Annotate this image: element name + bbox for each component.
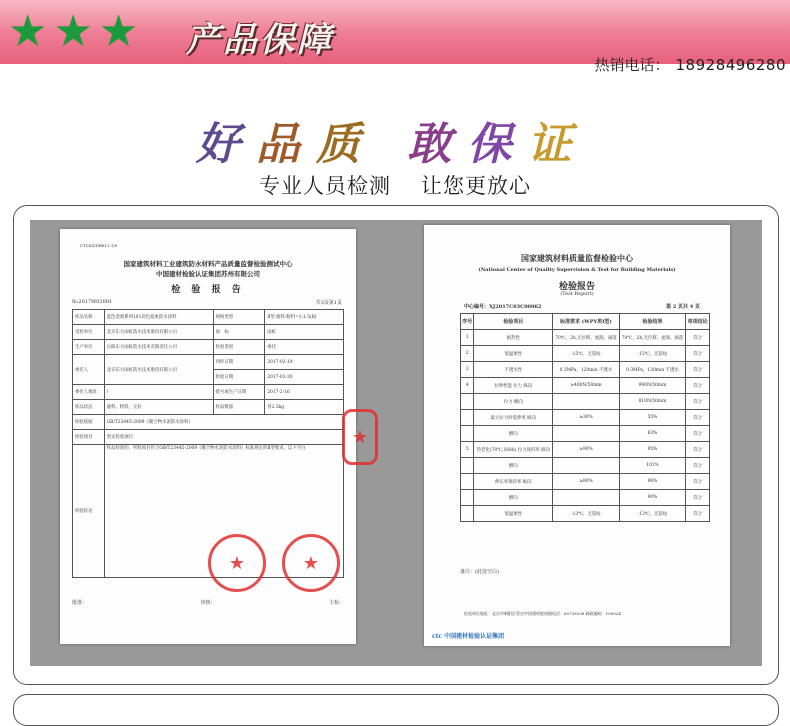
cell — [553, 394, 620, 410]
cell: 检验类别 — [213, 340, 265, 355]
doc-page: 第 2 页共 4 页 — [666, 304, 700, 310]
cell: 低温柔性 — [474, 506, 553, 522]
hotline-label: 热销电话： — [594, 56, 670, 74]
cell: 810N/50mm — [619, 394, 686, 410]
doc-org: 国家建筑材料质量监督检验中心 — [521, 253, 633, 263]
cell: 符合 — [686, 362, 710, 378]
cell — [553, 458, 620, 474]
doc-title: 检验报告 — [558, 282, 595, 292]
table-row — [73, 385, 344, 400]
cell: 符合 — [686, 490, 710, 506]
cell: 符合 — [686, 394, 710, 410]
cell: 热老化(70℃,168h) 拉力保持率 纵向 — [474, 442, 553, 458]
doc-org: 国家建筑材料工业建筑防水材料产品质量监督检验测试中心 — [123, 260, 293, 268]
cell: 横向 — [474, 490, 553, 506]
cell: 样品检验的，所检项目符合GB/T23445-2009《聚合物水泥防水涂料》标准规定的Ⅱ型要求，以下空白 — [104, 445, 343, 578]
cell — [461, 394, 474, 410]
seal-stamp: ★ — [282, 534, 340, 592]
table-row — [461, 490, 710, 506]
next-panel — [13, 694, 779, 726]
cell: 70℃，2h,无位移、流淌、滴落 — [553, 330, 620, 346]
subtitle — [0, 170, 790, 200]
doc-report-no: №:2017W02081 — [72, 299, 113, 305]
cell: 型式检验项目 — [104, 430, 343, 445]
doc-address: 检验单位地址：北京市朝阳区管庄中国建材院南楼电话：65728538 邮政编码：100024 — [464, 611, 621, 616]
results-table — [460, 313, 710, 522]
doc-title-en: (Test Report) — [560, 291, 594, 297]
slogan-char: 证 — [527, 119, 588, 170]
cell: ≥400N/50mm — [553, 378, 620, 394]
cell: 委托人 — [73, 355, 105, 385]
cell: 最大拉力时延伸率 纵向 — [474, 410, 553, 426]
doc-code: CTCSZ/DR812-1/0 — [80, 243, 118, 248]
table-row — [461, 410, 710, 426]
cell: 5 — [461, 442, 474, 458]
cell: 批号或生产日期 — [213, 385, 265, 400]
cell — [553, 426, 620, 442]
table-row — [461, 506, 710, 522]
star-icon: ★ — [53, 6, 93, 57]
cell: 符合 — [686, 410, 710, 426]
cell: 不透水性 — [474, 362, 553, 378]
doc-title: 检 验 报 告 — [171, 285, 245, 295]
cell — [461, 426, 474, 442]
cell: 70℃，2h,无位移、流淌、滴落 — [619, 330, 686, 346]
cell: 检验结论 — [73, 445, 105, 578]
cell — [461, 474, 474, 490]
cell: 0.3MPa，120min 不透水 — [619, 362, 686, 378]
signature-label: 主检： — [328, 600, 344, 606]
seal-stamp: ★ — [208, 534, 266, 592]
slogan-char: 好 — [196, 119, 256, 170]
cell: Ⅱ型 液料:粉料=1:1.5(B) — [265, 310, 344, 325]
cell: 北京东方雨虹防水技术股份有限公司 — [104, 355, 213, 385]
doc-org-en: (National Center of Quality Supervision & Test for Building Materials) — [478, 267, 676, 273]
table-row — [73, 325, 344, 340]
cell: 55% — [619, 410, 686, 426]
cell — [461, 506, 474, 522]
cell: ≥30% — [553, 410, 620, 426]
slogan-char: 敢 — [407, 119, 468, 170]
cell: 横向 — [474, 426, 553, 442]
cell: 95% — [619, 442, 686, 458]
column-header: 标准要求 (WPY类Ⅰ型) — [553, 314, 620, 330]
cell: 90% — [619, 490, 686, 506]
doc-remark: 备注：(此处空白) — [460, 569, 499, 575]
cell: 4 — [461, 378, 474, 394]
table-row — [461, 330, 710, 346]
table-row — [461, 426, 710, 442]
cell: 符合 — [686, 346, 710, 362]
cell — [461, 410, 474, 426]
cell: 蓝色金典系列101彩色超柔防水涂料 — [104, 310, 213, 325]
table-row — [73, 430, 344, 445]
cell: -13℃，无裂纹 — [619, 506, 686, 522]
cell: 符合 — [686, 378, 710, 394]
table-row — [461, 346, 710, 362]
cell — [461, 490, 474, 506]
cell: 2017-02-20 — [265, 370, 344, 385]
hotline-number[interactable]: 18928496280 — [675, 56, 786, 74]
star-icon: ★ — [98, 6, 139, 57]
cell: 0.3MPa，120min 不透水 — [553, 362, 620, 378]
cell: 符合 — [686, 330, 710, 346]
inspection-report-2[interactable] — [424, 225, 730, 646]
cell: 到样日期 — [213, 355, 265, 370]
section-title: 产品保障 — [186, 20, 334, 60]
table-header-row — [461, 314, 710, 330]
cell: 符合 — [686, 426, 710, 442]
cell: 北京东方雨虹防水技术股份有限公司 — [104, 325, 213, 340]
cell: 1 — [461, 330, 474, 346]
cell: 规格类型 — [213, 310, 265, 325]
table-row — [73, 340, 344, 355]
cell: 各2.5kg — [265, 400, 344, 415]
cell: 样品状态 — [73, 400, 105, 415]
cell: 拉伸性能 拉力 纵向 — [474, 378, 553, 394]
table-row — [461, 362, 710, 378]
slogan-char: 保 — [467, 119, 528, 170]
cell: 伸长率保持率 纵向 — [474, 474, 553, 490]
cell: 检验项目 — [73, 430, 105, 445]
table-row — [461, 458, 710, 474]
column-header: 单项结论 — [686, 314, 710, 330]
cell: 检验依据 — [73, 415, 105, 430]
cell: 雨虹 — [265, 325, 344, 340]
ctc-logo: ctc 中国建材检验认证集团 — [432, 633, 505, 640]
seal-stamp: ★ — [342, 409, 378, 465]
doc-page: 共3页第1页 — [315, 300, 342, 306]
table-row — [461, 442, 710, 458]
slogan-char: 质 — [316, 119, 376, 170]
cell: GB/T23445-2009《聚合物水泥防水涂料》 — [104, 415, 343, 430]
cell: 符合 — [686, 506, 710, 522]
cell: -13℃，无裂纹 — [553, 506, 620, 522]
star-icon: ★ — [8, 6, 48, 57]
cell — [461, 458, 474, 474]
subtitle-part: 专业人员检测 — [259, 174, 391, 198]
cell: -15℃，无裂纹 — [553, 346, 620, 362]
table-row — [461, 394, 710, 410]
inspection-report-1[interactable] — [60, 229, 369, 644]
signature-row — [72, 599, 344, 606]
cell: 耐热性 — [474, 330, 553, 346]
doc-code: 中心编号：XJ2017C03C00062 — [464, 304, 542, 310]
cell: 岳阳东方雨虹防水技术有限责任公司 — [104, 340, 213, 355]
table-row — [73, 415, 344, 430]
cell: 符合 — [686, 458, 710, 474]
column-header: 序号 — [461, 314, 474, 330]
cell: 101% — [619, 458, 686, 474]
cell: / — [104, 385, 213, 400]
table-row — [73, 310, 344, 325]
cell: 990N/50mm — [619, 378, 686, 394]
table-row — [73, 400, 344, 415]
subtitle-part: 让您更放心 — [421, 174, 531, 198]
cell — [553, 490, 620, 506]
cell: 2 — [461, 346, 474, 362]
signature-label: 审核： — [200, 600, 216, 606]
cell: 液料、粉料，完好 — [104, 400, 213, 415]
cell: 低温柔性 — [474, 346, 553, 362]
cell: 商 标 — [213, 325, 265, 340]
slogan — [196, 108, 587, 172]
cell: ≥90% — [553, 442, 620, 458]
cell: 检验日期 — [213, 370, 265, 385]
cell: 符合 — [686, 474, 710, 490]
table-row — [461, 378, 710, 394]
cell: 受检单位 — [73, 325, 105, 340]
cell: 符合 — [686, 442, 710, 458]
slogan-char: 品 — [256, 119, 316, 170]
cell: 63% — [619, 426, 686, 442]
column-header: 检验结果 — [619, 314, 686, 330]
signature-label: 批准： — [72, 600, 88, 606]
cell: 拉力 横向 — [474, 394, 553, 410]
table-row — [461, 474, 710, 490]
column-header: 检验项目 — [474, 314, 553, 330]
cell: ≥80% — [553, 474, 620, 490]
cell: 生产单位 — [73, 340, 105, 355]
table-row — [73, 355, 344, 370]
cell: 样品数量 — [213, 400, 265, 415]
cell: 3 — [461, 362, 474, 378]
cell: 96% — [619, 474, 686, 490]
certificate-panel — [13, 205, 779, 685]
cell: 样品名称 — [73, 310, 105, 325]
cell: 2017-02-19 — [265, 355, 344, 370]
cell: 委托人地址 — [73, 385, 105, 400]
cell: 2017-2-16 — [265, 385, 344, 400]
cell: 横向 — [474, 458, 553, 474]
hotline — [595, 54, 787, 75]
cell: -15℃，无裂纹 — [619, 346, 686, 362]
rating-stars — [8, 6, 139, 57]
doc-org-2: 中国建材检验认证集团苏州有限公司 — [156, 270, 260, 278]
cell: 委托 — [265, 340, 344, 355]
